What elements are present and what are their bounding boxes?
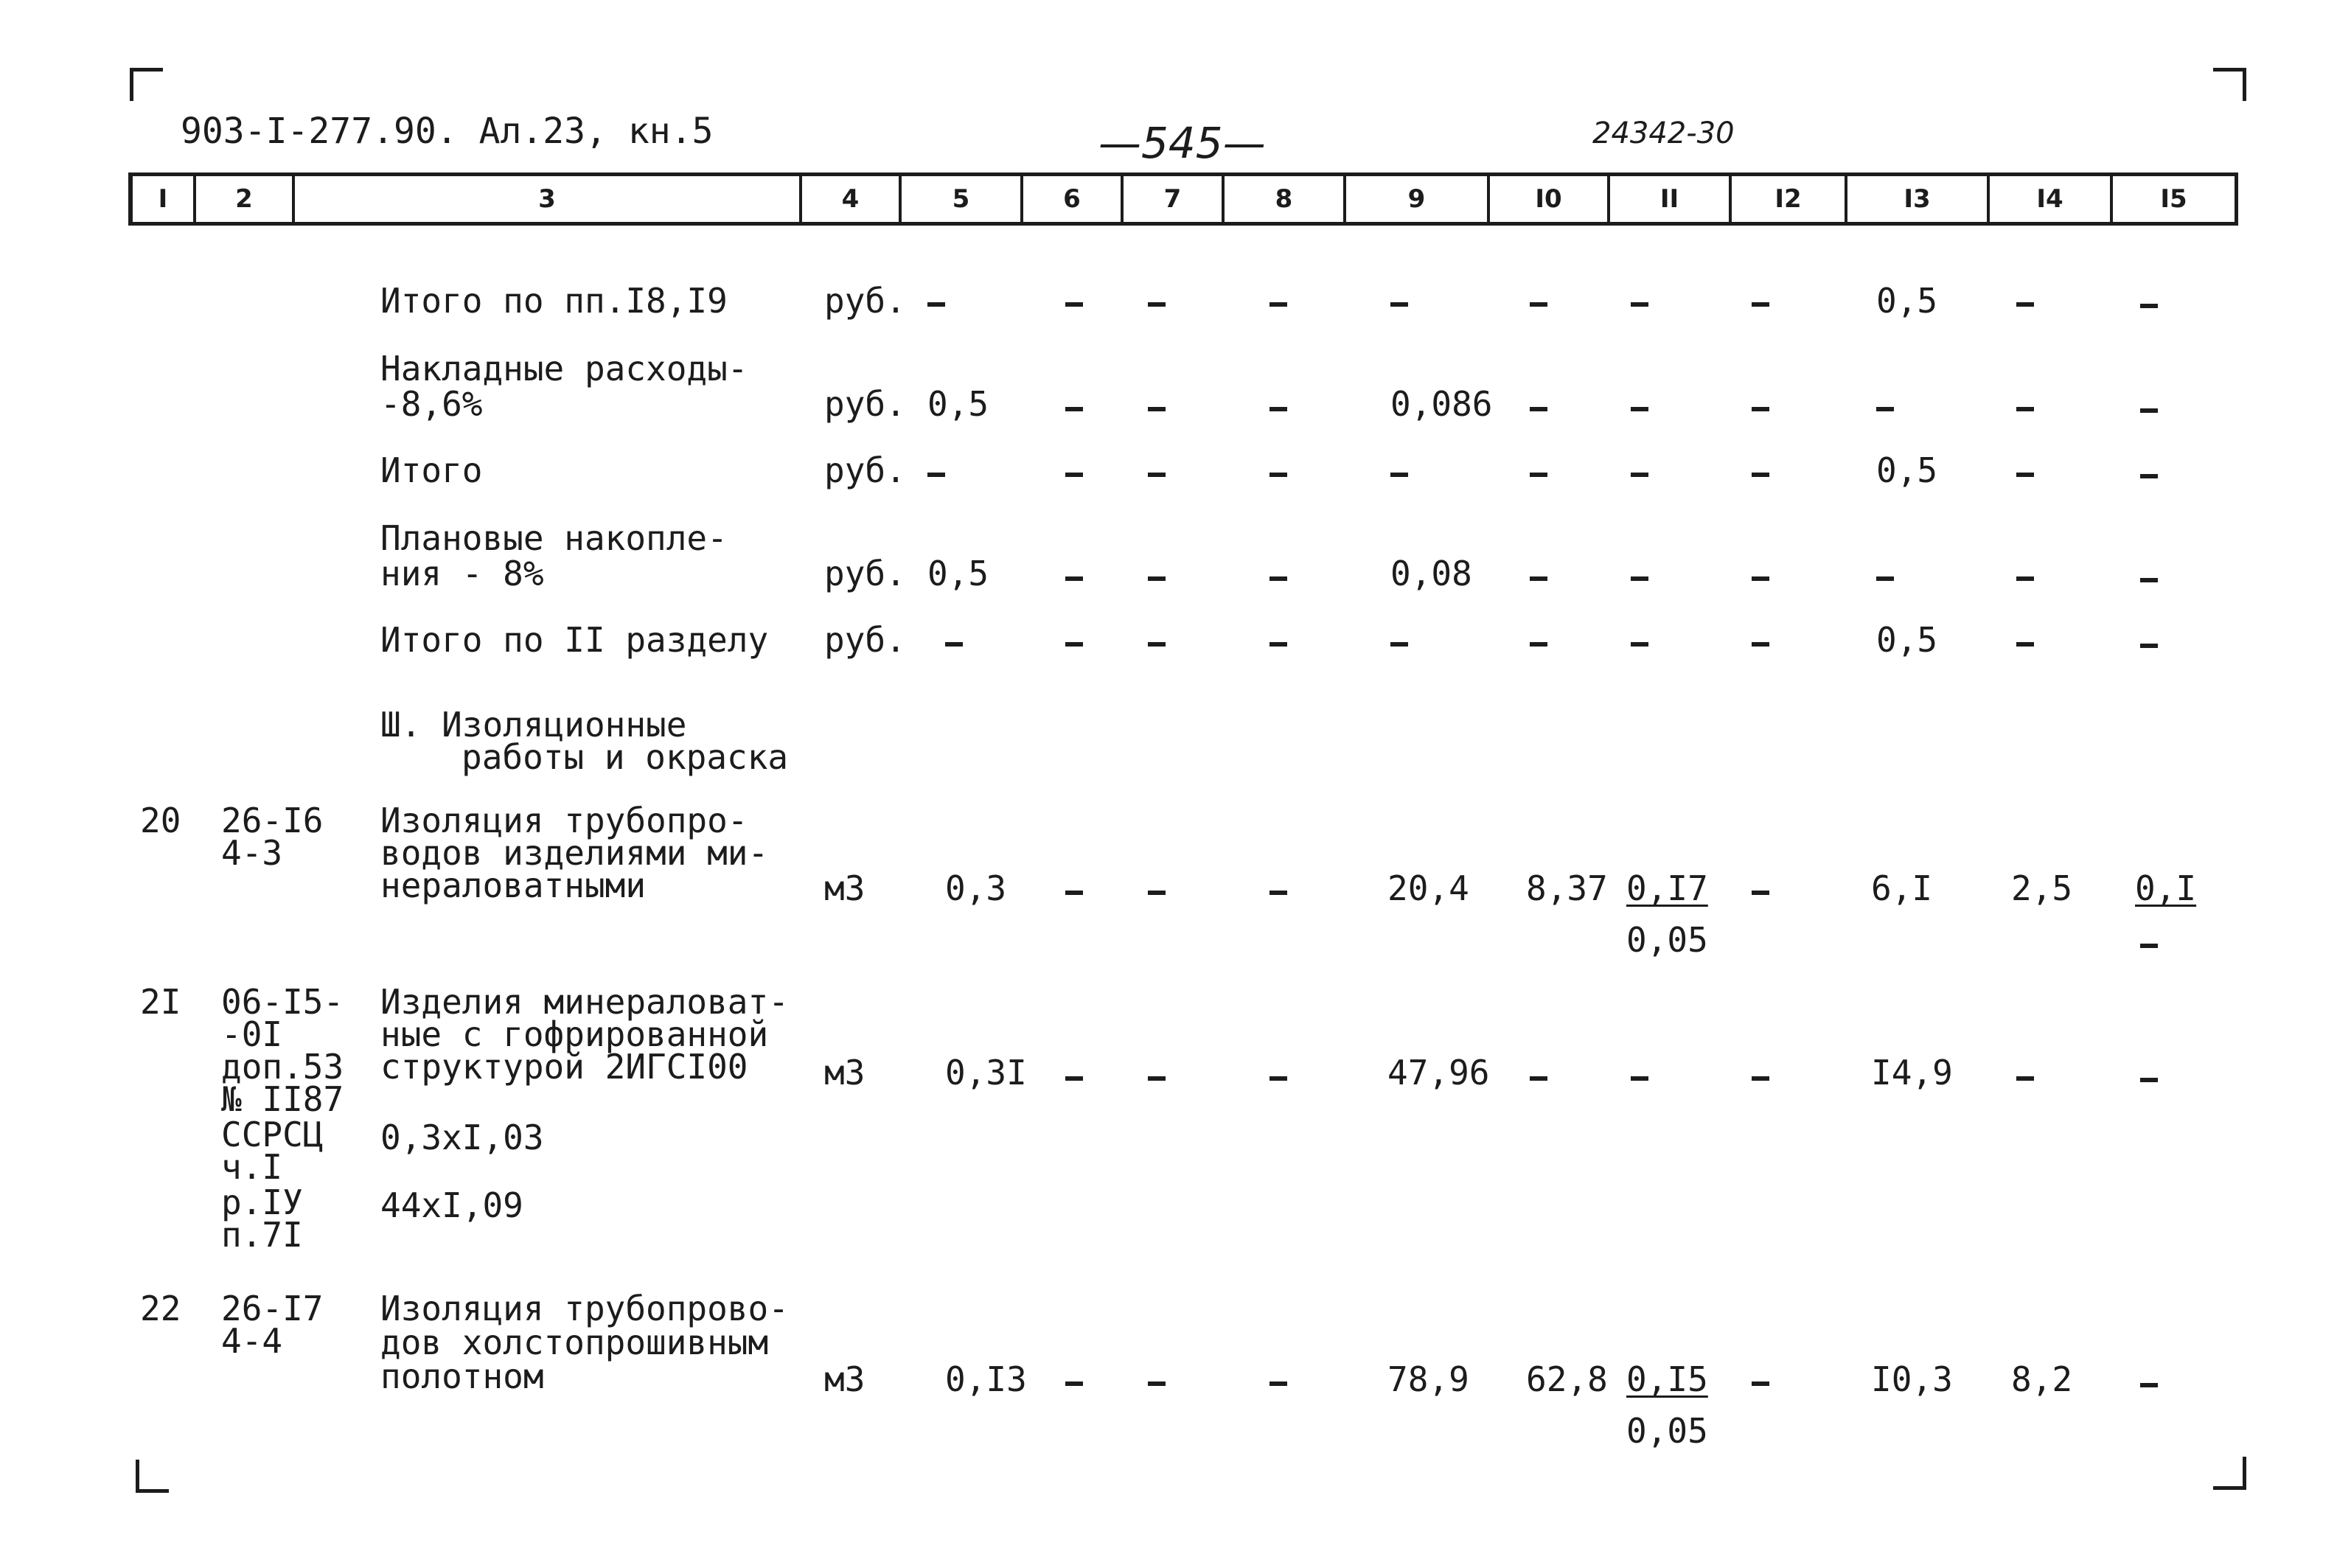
value-cell: 2,5 [2011, 868, 2073, 908]
dash-mark [2140, 1383, 2158, 1387]
dash-mark [1530, 642, 1547, 647]
dash-mark [1269, 576, 1287, 581]
dash-mark [1148, 302, 1166, 307]
dash-mark [1631, 576, 1648, 581]
dash-mark [1752, 576, 1769, 581]
unit-cell: м3 [824, 1053, 865, 1093]
row-label: Изоляция трубопро- [380, 801, 748, 840]
value-cell: 0,I7 [1626, 868, 1708, 908]
dash-mark [1269, 407, 1287, 411]
dash-mark [1065, 642, 1083, 647]
dash-mark [927, 302, 945, 307]
value-cell: 0,5 [927, 554, 989, 593]
row-label: ные с гофрированной [380, 1014, 769, 1054]
value-cell: 0,5 [1876, 281, 1938, 321]
dash-mark [1148, 473, 1166, 477]
row-label: -8,6% [380, 384, 483, 424]
dash-mark [1752, 302, 1769, 307]
norm-code: ч.I [221, 1147, 283, 1187]
dash-mark [1065, 473, 1083, 477]
dash-mark [1148, 576, 1166, 581]
value-cell: 8,2 [2011, 1359, 2073, 1399]
dash-mark [1148, 407, 1166, 411]
value-cell: 0,086 [1390, 384, 1493, 424]
row-number: 22 [140, 1289, 181, 1328]
value-cell: 0,05 [1626, 920, 1708, 960]
dash-mark [1065, 1381, 1083, 1386]
norm-code: 4-4 [221, 1321, 283, 1361]
column-header: 2 [196, 176, 295, 222]
dash-mark [1631, 642, 1648, 647]
dash-mark [1631, 473, 1648, 477]
value-cell: 0,I [2135, 868, 2197, 908]
column-header: I3 [1847, 176, 1990, 222]
norm-code: п.7I [221, 1215, 303, 1255]
dash-mark [1269, 473, 1287, 477]
row-label: полотном [380, 1356, 544, 1396]
value-cell: 0,05 [1626, 1411, 1708, 1451]
dash-mark [1752, 1381, 1769, 1386]
dash-mark [2016, 1076, 2034, 1081]
value-cell: 0,5 [1876, 450, 1938, 490]
column-number-header [128, 173, 2238, 226]
dash-mark [927, 473, 945, 477]
column-header: 5 [902, 176, 1023, 222]
dash-mark [2140, 408, 2158, 413]
column-header: I4 [1990, 176, 2113, 222]
dash-mark [2140, 474, 2158, 478]
value-cell: 47,96 [1387, 1053, 1490, 1093]
column-header: I0 [1490, 176, 1610, 222]
norm-code: 26-I6 [221, 801, 324, 840]
column-header: 6 [1023, 176, 1124, 222]
dash-mark [1269, 891, 1287, 895]
unit-cell: руб. [824, 620, 906, 660]
document-code: 903-I-277.90. Ал.23, кн.5 [181, 111, 714, 152]
unit-cell: руб. [824, 554, 906, 593]
dash-mark [1065, 891, 1083, 895]
dash-mark [2016, 302, 2034, 307]
dash-mark [1631, 1076, 1648, 1081]
row-label: ния - 8% [380, 554, 544, 593]
dash-mark [2140, 1078, 2158, 1082]
dash-mark [2140, 304, 2158, 308]
dash-mark [1148, 1381, 1166, 1386]
dash-mark [2140, 944, 2158, 948]
norm-code: № II87 [221, 1079, 344, 1119]
row-label: Накладные расходы- [380, 349, 748, 388]
value-cell: I4,9 [1871, 1053, 1953, 1093]
value-cell: 0,I3 [945, 1359, 1027, 1399]
dash-mark [1065, 576, 1083, 581]
page-number: —545— [1098, 118, 1266, 168]
value-cell: 0,I5 [1626, 1359, 1708, 1399]
column-header: 7 [1124, 176, 1225, 222]
value-cell: 62,8 [1526, 1359, 1608, 1399]
dash-mark [1631, 302, 1648, 307]
unit-cell: руб. [824, 384, 906, 424]
corner-mark-bottom-right [2213, 1457, 2246, 1490]
dash-mark [1631, 407, 1648, 411]
dash-mark [1390, 642, 1408, 647]
corner-mark-top-left [130, 68, 163, 101]
row-label: Изоляция трубопрово- [380, 1289, 789, 1328]
value-cell: 0,5 [927, 384, 989, 424]
column-header: I [133, 176, 196, 222]
dash-mark [1752, 642, 1769, 647]
value-cell: I0,3 [1871, 1359, 1953, 1399]
section-heading: работы и окраска [462, 737, 789, 777]
dash-mark [2140, 644, 2158, 648]
column-header: 3 [295, 176, 802, 222]
unit-cell: руб. [824, 450, 906, 490]
value-cell: 6,I [1871, 868, 1933, 908]
unit-cell: м3 [824, 868, 865, 908]
value-cell: 20,4 [1387, 868, 1469, 908]
column-header: 9 [1346, 176, 1490, 222]
row-number: 20 [140, 801, 181, 840]
column-header: I5 [2160, 184, 2187, 214]
dash-mark [1390, 302, 1408, 307]
row-label: дов холстопрошивным [380, 1323, 769, 1362]
column-header: 4 [802, 176, 902, 222]
norm-code: р.IУ [221, 1182, 303, 1222]
calc-note: 0,3хI,03 [380, 1118, 544, 1157]
dash-mark [1876, 407, 1894, 411]
dash-mark [1269, 1381, 1287, 1386]
dash-mark [945, 642, 963, 647]
dash-mark [1148, 642, 1166, 647]
dash-mark [1269, 642, 1287, 647]
document-number: 24342-30 [1592, 116, 1735, 150]
column-header: I2 [1732, 176, 1847, 222]
unit-cell: м3 [824, 1359, 865, 1399]
row-label: водов изделиями ми- [380, 833, 769, 873]
dash-mark [2016, 407, 2034, 411]
dash-mark [1752, 1076, 1769, 1081]
dash-mark [1269, 1076, 1287, 1081]
corner-mark-top-right [2213, 68, 2246, 101]
dash-mark [1530, 302, 1547, 307]
row-label: Итого [380, 450, 483, 490]
row-label: нераловатными [380, 865, 647, 905]
row-label: Итого по пп.I8,I9 [380, 281, 728, 321]
dash-mark [1530, 576, 1547, 581]
norm-code: -0I [221, 1014, 283, 1054]
dash-mark [1530, 1076, 1547, 1081]
dash-mark [1876, 576, 1894, 581]
row-label: Изделия минераловат- [380, 982, 789, 1022]
dash-mark [1752, 473, 1769, 477]
row-label: Итого по II разделу [380, 620, 769, 660]
unit-cell: руб. [824, 281, 906, 321]
row-label: структурой 2ИГСI00 [380, 1047, 748, 1087]
dash-mark [2016, 576, 2034, 581]
dash-mark [1530, 407, 1547, 411]
dash-mark [2140, 578, 2158, 582]
column-header: II [1610, 176, 1732, 222]
value-cell: 0,08 [1390, 554, 1472, 593]
row-label: Плановые накопле- [380, 518, 728, 558]
row-number: 2I [140, 982, 181, 1022]
section-heading: Ш. Изоляционные [380, 705, 687, 745]
norm-code: 4-3 [221, 833, 283, 873]
dash-mark [2016, 642, 2034, 647]
value-cell: 78,9 [1387, 1359, 1469, 1399]
corner-mark-bottom-left [136, 1460, 169, 1493]
dash-mark [1530, 473, 1547, 477]
norm-code: доп.53 [221, 1047, 344, 1087]
value-cell: 8,37 [1526, 868, 1608, 908]
norm-code: 26-I7 [221, 1289, 324, 1328]
value-cell: 0,3 [945, 868, 1007, 908]
calc-note: 44хI,09 [380, 1185, 523, 1225]
dash-mark [1148, 891, 1166, 895]
dash-mark [1752, 891, 1769, 895]
norm-code: ССРСЦ [221, 1115, 324, 1154]
value-cell: 0,5 [1876, 620, 1938, 660]
dash-mark [1065, 407, 1083, 411]
column-header: 8 [1225, 176, 1346, 222]
norm-code: 06-I5- [221, 982, 344, 1022]
dash-mark [1752, 407, 1769, 411]
dash-mark [1148, 1076, 1166, 1081]
dash-mark [1390, 473, 1408, 477]
dash-mark [1269, 302, 1287, 307]
dash-mark [2016, 473, 2034, 477]
dash-mark [1065, 1076, 1083, 1081]
dash-mark [1065, 302, 1083, 307]
value-cell: 0,3I [945, 1053, 1027, 1093]
